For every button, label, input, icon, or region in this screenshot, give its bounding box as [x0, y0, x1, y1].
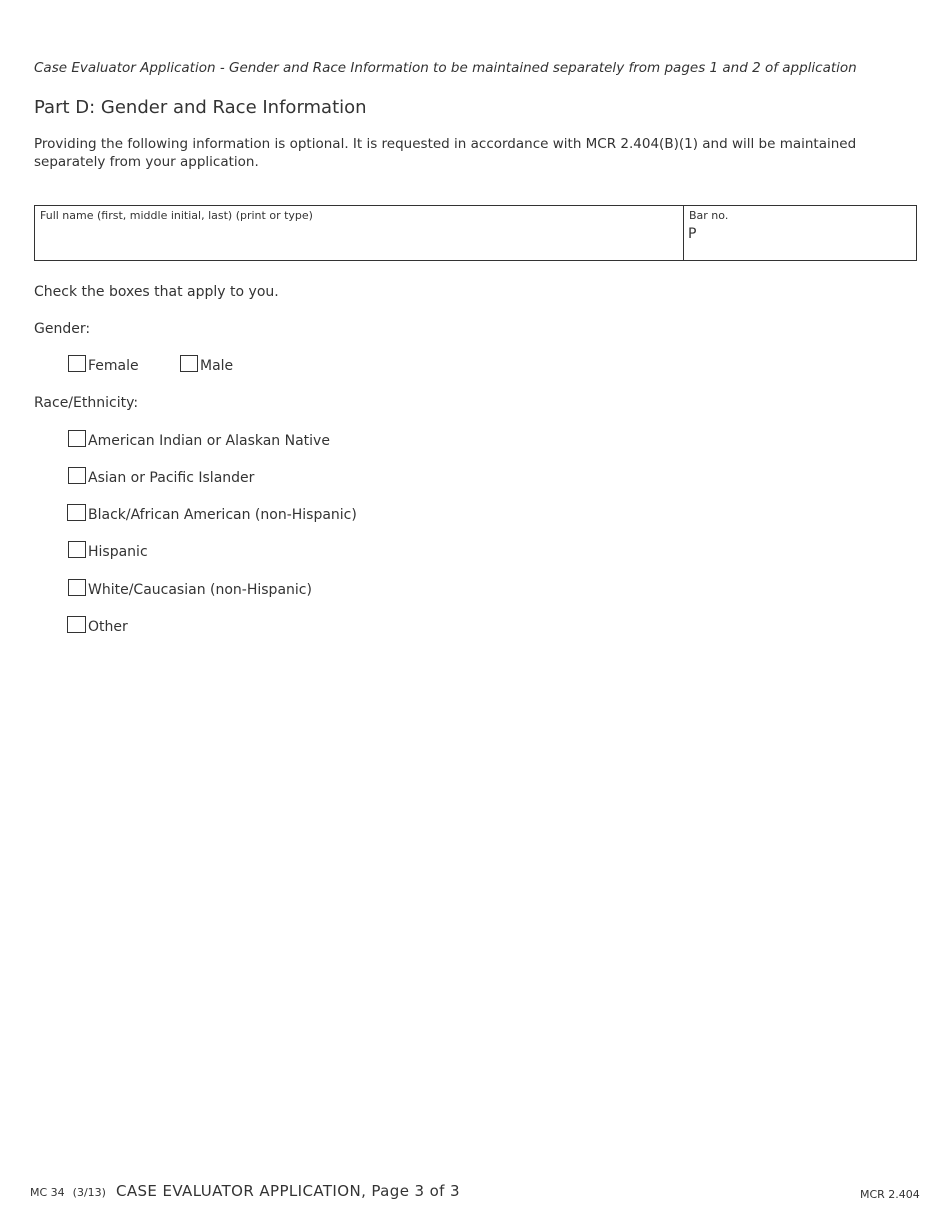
bar-no-value: P: [688, 226, 697, 242]
checkbox-asian[interactable]: [68, 467, 254, 487]
form-date: (3/13): [72, 1186, 106, 1199]
checkbox-label: Black/African American (non-Hispanic): [88, 507, 357, 523]
checkbox-label: Hispanic: [88, 544, 148, 560]
checkbox-box[interactable]: [68, 467, 86, 484]
part-title: Part D: Gender and Race Information: [34, 97, 367, 118]
checkbox-other[interactable]: [67, 616, 128, 636]
checkbox-male[interactable]: [180, 355, 233, 375]
bar-no-label: Bar no.: [689, 209, 729, 222]
full-name-field[interactable]: [35, 206, 684, 260]
checkbox-hispanic[interactable]: [68, 541, 148, 561]
checkbox-black[interactable]: [67, 504, 357, 524]
checkbox-female[interactable]: [68, 355, 139, 375]
intro-text: Providing the following information is optional. It is requested in accordance with MCR 2.404(B)(1) and will be maintained separately from your application.: [34, 136, 857, 170]
checkbox-box[interactable]: [67, 504, 86, 521]
name-bar-box: [34, 205, 917, 261]
header-note: Case Evaluator Application - Gender and Race Information to be maintained separately from pages 1 and 2 of application: [34, 60, 857, 76]
race-label: Race/Ethnicity:: [34, 395, 139, 411]
form-title: CASE EVALUATOR APPLICATION, Page 3 of 3: [115, 1182, 460, 1200]
checkbox-box[interactable]: [68, 430, 86, 447]
checkbox-label: Female: [88, 358, 139, 374]
checkbox-box[interactable]: [67, 616, 86, 633]
form-code: MC 34: [30, 1186, 65, 1199]
checkbox-label: Other: [88, 619, 128, 635]
checkbox-label: Asian or Pacific Islander: [88, 470, 255, 486]
full-name-label: Full name (first, middle initial, last) (print or type): [40, 209, 313, 222]
checkbox-label: American Indian or Alaskan Native: [88, 433, 330, 449]
bar-no-field[interactable]: [684, 206, 916, 260]
footer-left: [30, 1182, 460, 1200]
checkbox-label: Male: [200, 358, 234, 374]
checkbox-white[interactable]: [68, 579, 312, 599]
checkbox-box[interactable]: [68, 355, 86, 372]
court-rule: MCR 2.404: [860, 1188, 920, 1201]
checkbox-american-indian[interactable]: [68, 430, 330, 450]
checkbox-box[interactable]: [180, 355, 198, 372]
checkbox-box[interactable]: [68, 579, 86, 596]
checkbox-label: White/Caucasian (non-Hispanic): [88, 582, 312, 598]
checkbox-box[interactable]: [68, 541, 86, 558]
gender-label: Gender:: [34, 321, 91, 337]
instructions: Check the boxes that apply to you.: [34, 284, 279, 300]
